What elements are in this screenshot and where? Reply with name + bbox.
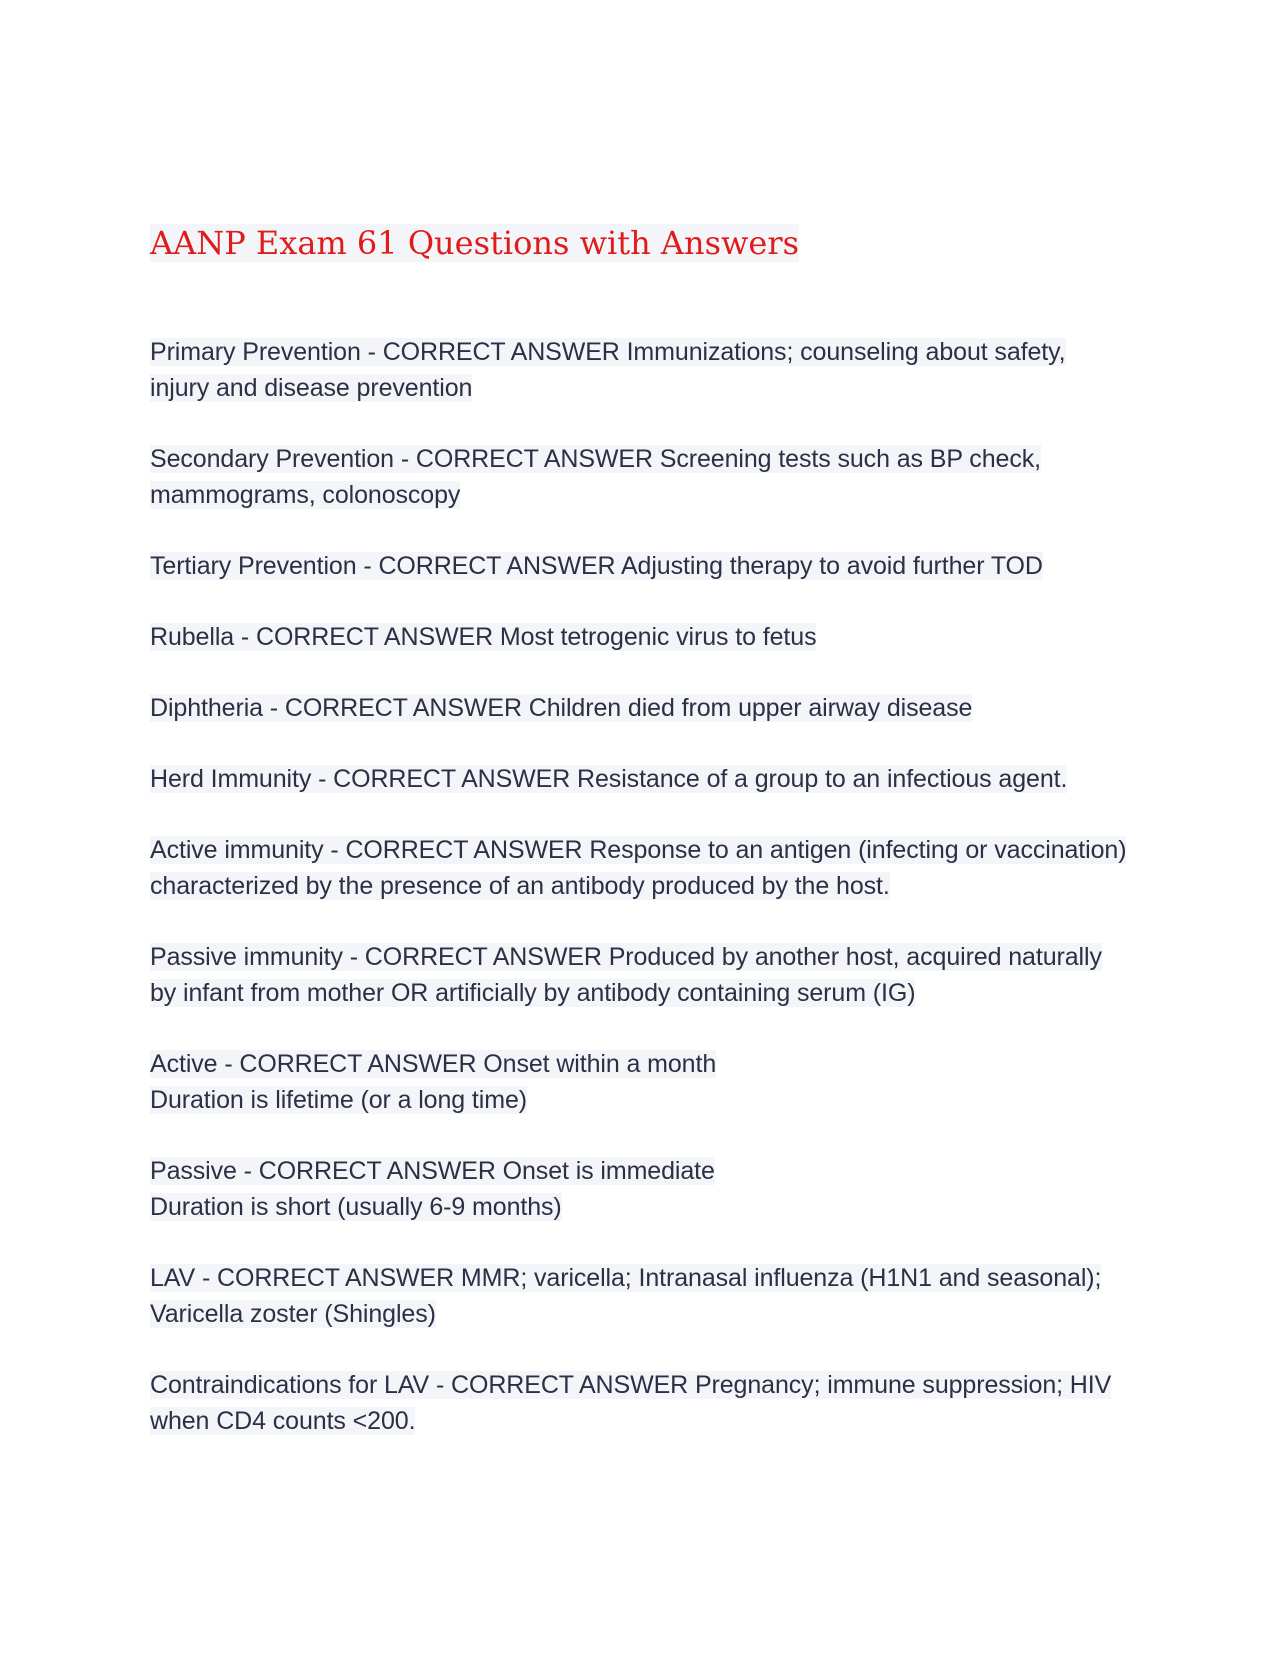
qa-entry-text: Passive immunity - CORRECT ANSWER Produced by another host, acquired naturally by infant from mother OR artificially by antibody containing serum (IG) <box>150 943 1102 1007</box>
qa-entry-text: Herd Immunity - CORRECT ANSWER Resistance of a group to an infectious agent. <box>150 765 1068 793</box>
qa-entry-text: Duration is short (usually 6-9 months) <box>150 1193 562 1221</box>
qa-entry <box>150 619 1130 655</box>
qa-entry-text: Rubella - CORRECT ANSWER Most tetrogenic virus to fetus <box>150 623 817 651</box>
qa-entry <box>150 832 1130 904</box>
qa-entry <box>150 1260 1130 1332</box>
qa-entry <box>150 1046 1130 1118</box>
qa-entry-text: Secondary Prevention - CORRECT ANSWER Screening tests such as BP check, mammograms, colonoscopy <box>150 445 1041 509</box>
qa-entry-text: Diphtheria - CORRECT ANSWER Children died from upper airway disease <box>150 694 973 722</box>
qa-entry-text: Contraindications for LAV - CORRECT ANSWER Pregnancy; immune suppression; HIV when CD4 counts <200. <box>150 1371 1112 1435</box>
qa-list <box>150 334 1130 1439</box>
qa-entry-text: Primary Prevention - CORRECT ANSWER Immunizations; counseling about safety, injury and disease prevention <box>150 338 1066 402</box>
qa-entry <box>150 548 1130 584</box>
qa-entry <box>150 1153 1130 1225</box>
qa-entry <box>150 441 1130 513</box>
document-title <box>150 220 1130 266</box>
document-page <box>150 220 1130 1474</box>
qa-entry-text: Tertiary Prevention - CORRECT ANSWER Adjusting therapy to avoid further TOD <box>150 552 1043 580</box>
qa-entry <box>150 690 1130 726</box>
qa-entry <box>150 761 1130 797</box>
qa-entry-text: Passive - CORRECT ANSWER Onset is immediate <box>150 1157 715 1185</box>
qa-entry-text: LAV - CORRECT ANSWER MMR; varicella; Intranasal influenza (H1N1 and seasonal); Varicella zoster (Shingles) <box>150 1264 1102 1328</box>
qa-entry-text: Duration is lifetime (or a long time) <box>150 1086 527 1114</box>
document-title-text: AANP Exam 61 Questions with Answers <box>150 224 800 262</box>
qa-entry <box>150 1367 1130 1439</box>
qa-entry <box>150 939 1130 1011</box>
qa-entry-text: Active immunity - CORRECT ANSWER Response to an antigen (infecting or vaccination) characterized by the presence of an antibody produced by the host. <box>150 836 1127 900</box>
qa-entry-text: Active - CORRECT ANSWER Onset within a month <box>150 1050 717 1078</box>
qa-entry <box>150 334 1130 406</box>
